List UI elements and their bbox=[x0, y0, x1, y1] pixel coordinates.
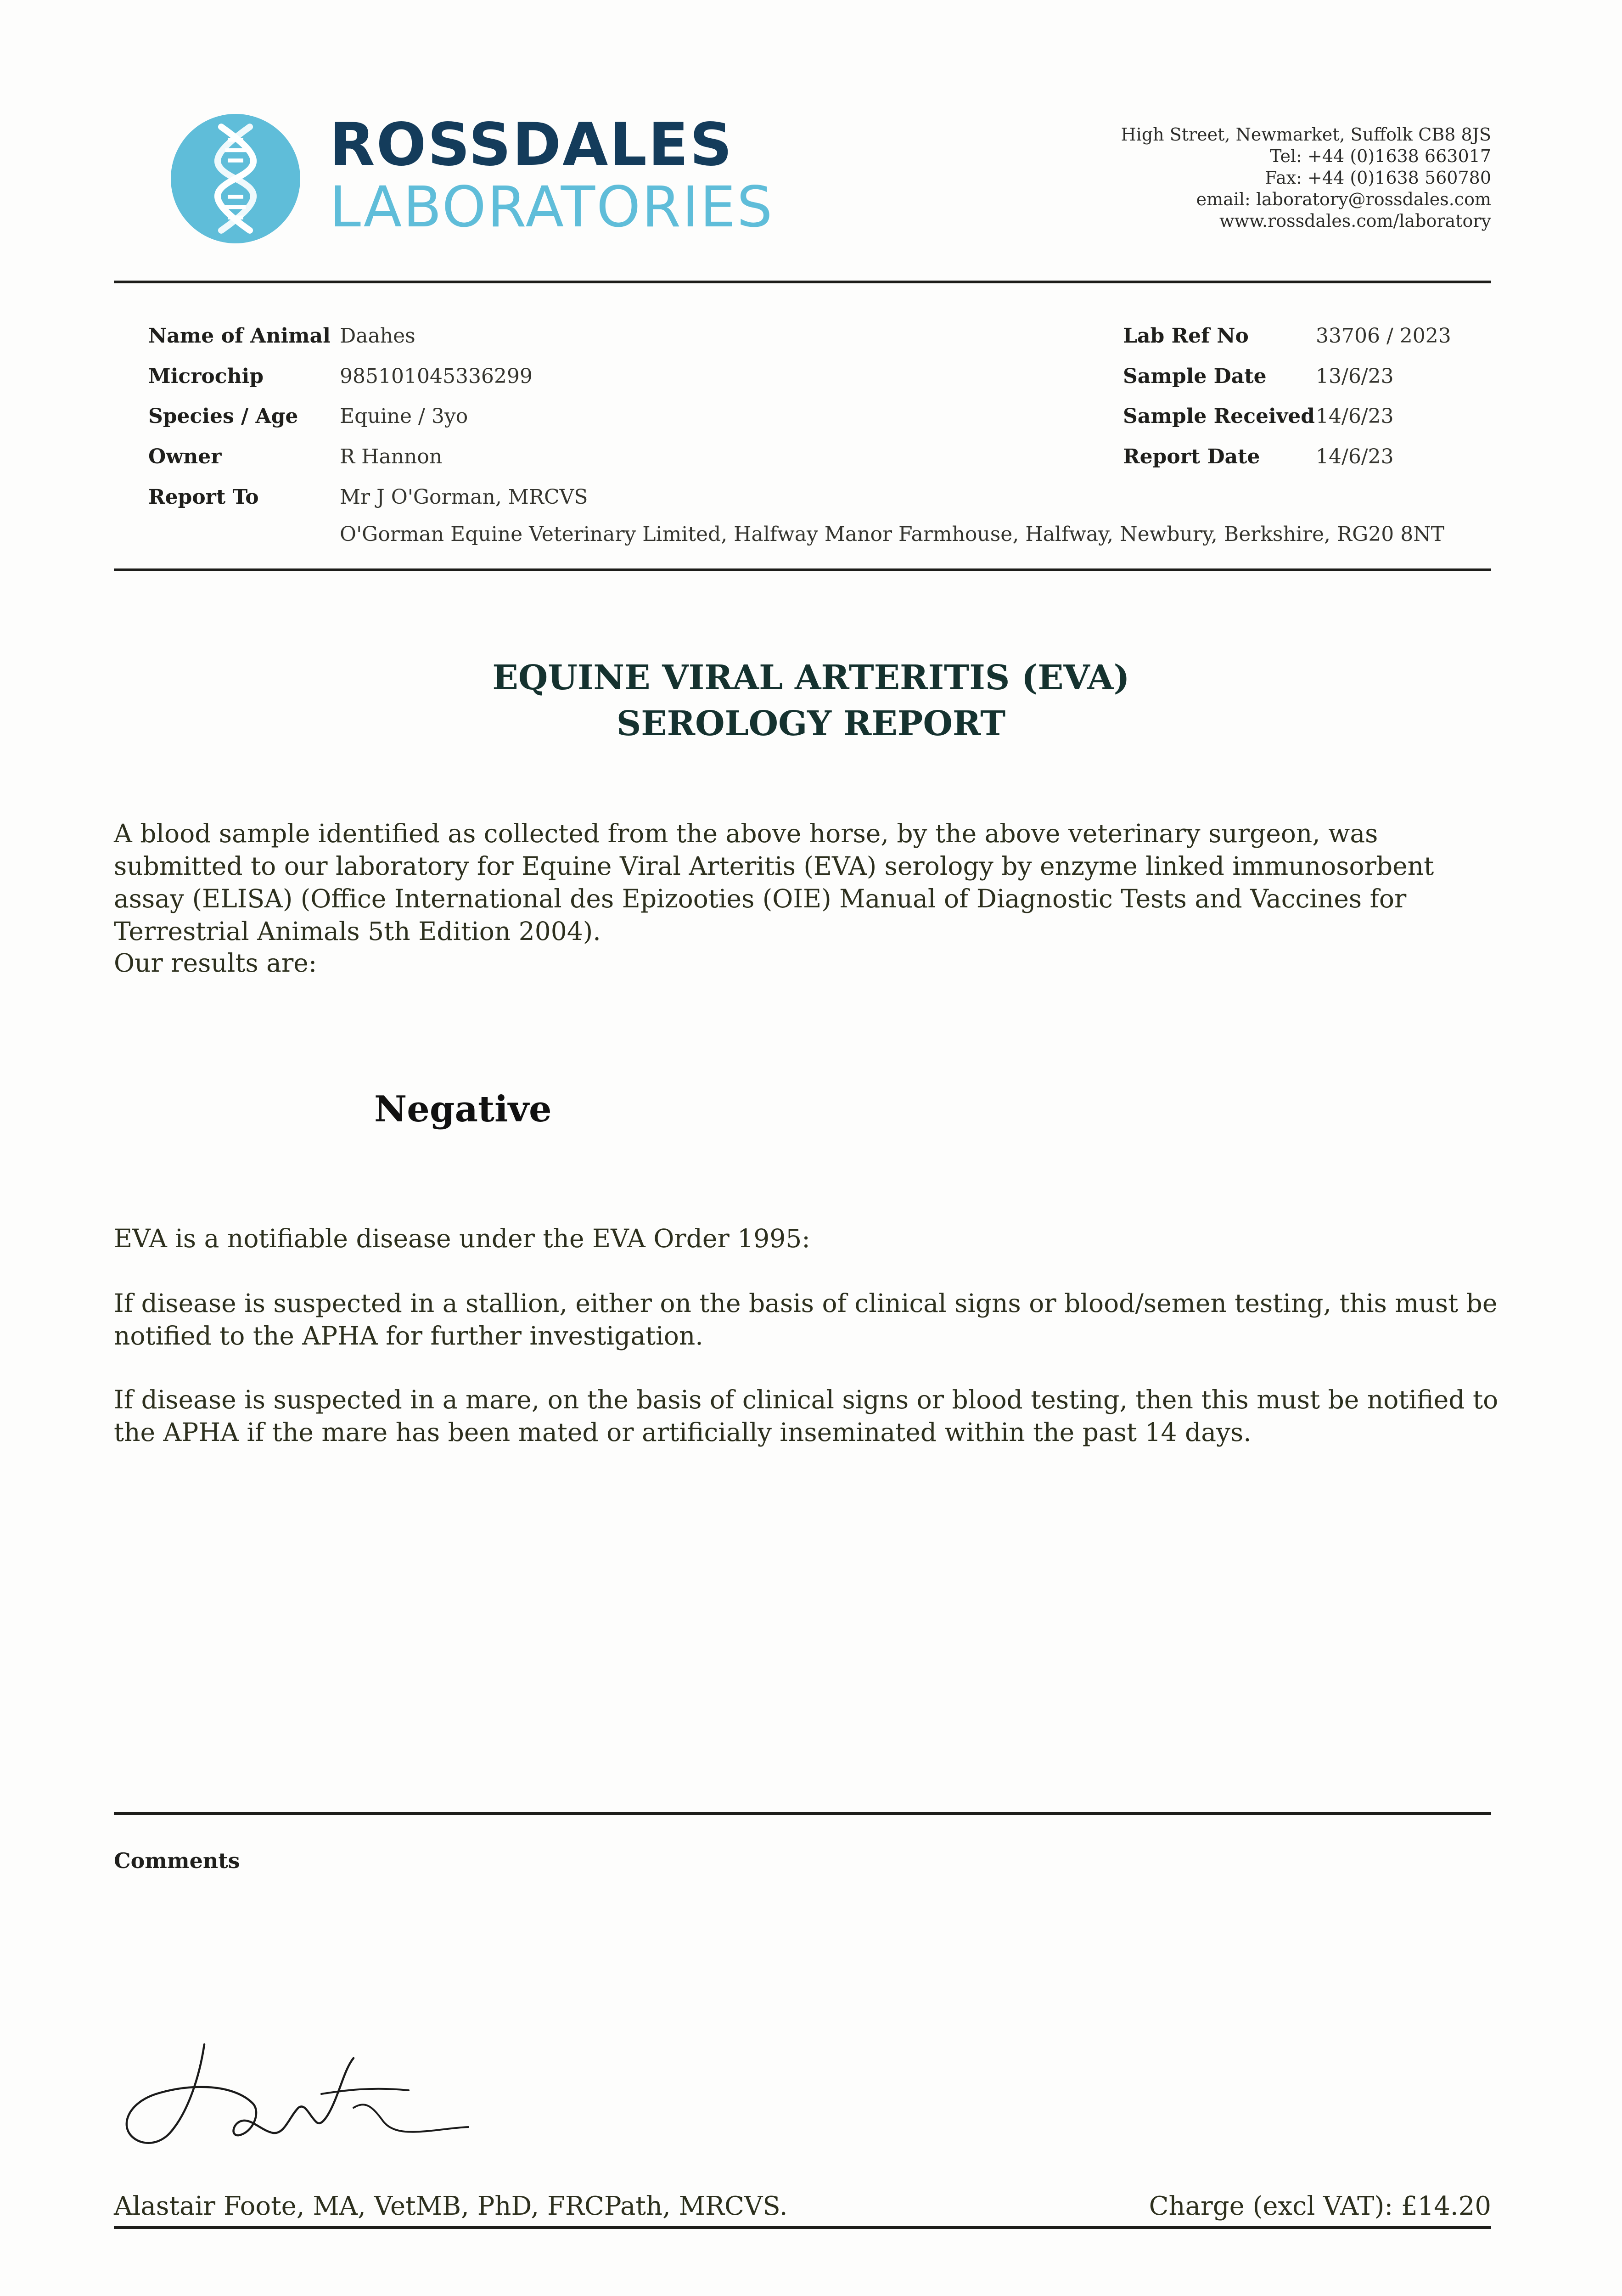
contact-website: www.rossdales.com/laboratory bbox=[1219, 211, 1491, 231]
value-owner: R Hannon bbox=[340, 445, 443, 468]
logo-wordmark-line2: LABORATORIES bbox=[330, 174, 774, 240]
label-report-date: Report Date bbox=[1123, 445, 1260, 468]
details-divider bbox=[114, 568, 1491, 571]
label-species-age: Species / Age bbox=[148, 405, 298, 428]
intro-paragraph: A blood sample identified as collected from the above horse, by the above veterinary surgeon, was submitted to our laboratory for Equine Viral Arteritis (EVA) serology by enzyme linked immunosorbent assay (ELISA) (Office International des Epizooties (OIE) Manual of Diagnostic Tests and Vaccines for Terrestrial Animals 5th Edition 2004). bbox=[114, 819, 1434, 946]
label-owner: Owner bbox=[148, 445, 222, 468]
value-name-of-animal: Daahes bbox=[340, 324, 415, 348]
value-sample-received: 14/6/23 bbox=[1316, 405, 1394, 428]
value-species-age: Equine / 3yo bbox=[340, 405, 468, 428]
comments-label: Comments bbox=[114, 1848, 240, 1873]
label-sample-received: Sample Received bbox=[1123, 405, 1315, 428]
logo-dna-icon bbox=[171, 114, 300, 243]
contact-fax: Fax: +44 (0)1638 560780 bbox=[1265, 168, 1491, 188]
handwritten-signature bbox=[115, 2039, 482, 2158]
results-intro: Our results are: bbox=[114, 948, 317, 978]
value-sample-date: 13/6/23 bbox=[1316, 365, 1394, 388]
mare-paragraph: If disease is suspected in a mare, on the basis of clinical signs or blood testing, then this must be notified to the APHA if the mare has been mated or artificially inseminated within the past 14 days. bbox=[114, 1385, 1499, 1447]
label-microchip: Microchip bbox=[148, 365, 264, 388]
stallion-paragraph: If disease is suspected in a stallion, either on the basis of clinical signs or blood/semen testing, this must be notified to the APHA for further investigation. bbox=[114, 1289, 1498, 1351]
contact-block bbox=[1121, 124, 1491, 232]
footer-divider bbox=[114, 2226, 1491, 2229]
contact-address: High Street, Newmarket, Suffolk CB8 8JS bbox=[1121, 124, 1491, 145]
contact-tel: Tel: +44 (0)1638 663017 bbox=[1270, 146, 1491, 166]
value-lab-ref-no: 33706 / 2023 bbox=[1316, 324, 1451, 348]
value-report-date: 14/6/23 bbox=[1316, 445, 1394, 468]
value-microchip: 985101045336299 bbox=[340, 365, 533, 388]
charge-amount: Charge (excl VAT): £14.20 bbox=[1149, 2191, 1491, 2221]
report-title-line2: SEROLOGY REPORT bbox=[616, 704, 1006, 743]
contact-email: email: laboratory@rossdales.com bbox=[1196, 189, 1491, 209]
result-value: Negative bbox=[374, 1088, 552, 1130]
label-name-of-animal: Name of Animal bbox=[148, 324, 331, 348]
header-divider bbox=[114, 281, 1491, 283]
report-title-line1: EQUINE VIRAL ARTERITIS (EVA) bbox=[492, 658, 1130, 698]
value-report-to-address: O'Gorman Equine Veterinary Limited, Halfway Manor Farmhouse, Halfway, Newbury, Berkshire, RG20 8NT bbox=[340, 523, 1445, 546]
label-lab-ref-no: Lab Ref No bbox=[1123, 324, 1249, 348]
label-report-to: Report To bbox=[148, 485, 259, 509]
comments-divider bbox=[114, 1812, 1491, 1815]
value-report-to: Mr J O'Gorman, MRCVS bbox=[340, 485, 588, 509]
notifiable-statement: EVA is a notifiable disease under the EVA Order 1995: bbox=[114, 1224, 810, 1253]
logo-wordmark-line1: ROSSDALES bbox=[330, 111, 734, 179]
signatory-name: Alastair Foote, MA, VetMB, PhD, FRCPath, MRCVS. bbox=[114, 2191, 788, 2221]
label-sample-date: Sample Date bbox=[1123, 365, 1267, 388]
